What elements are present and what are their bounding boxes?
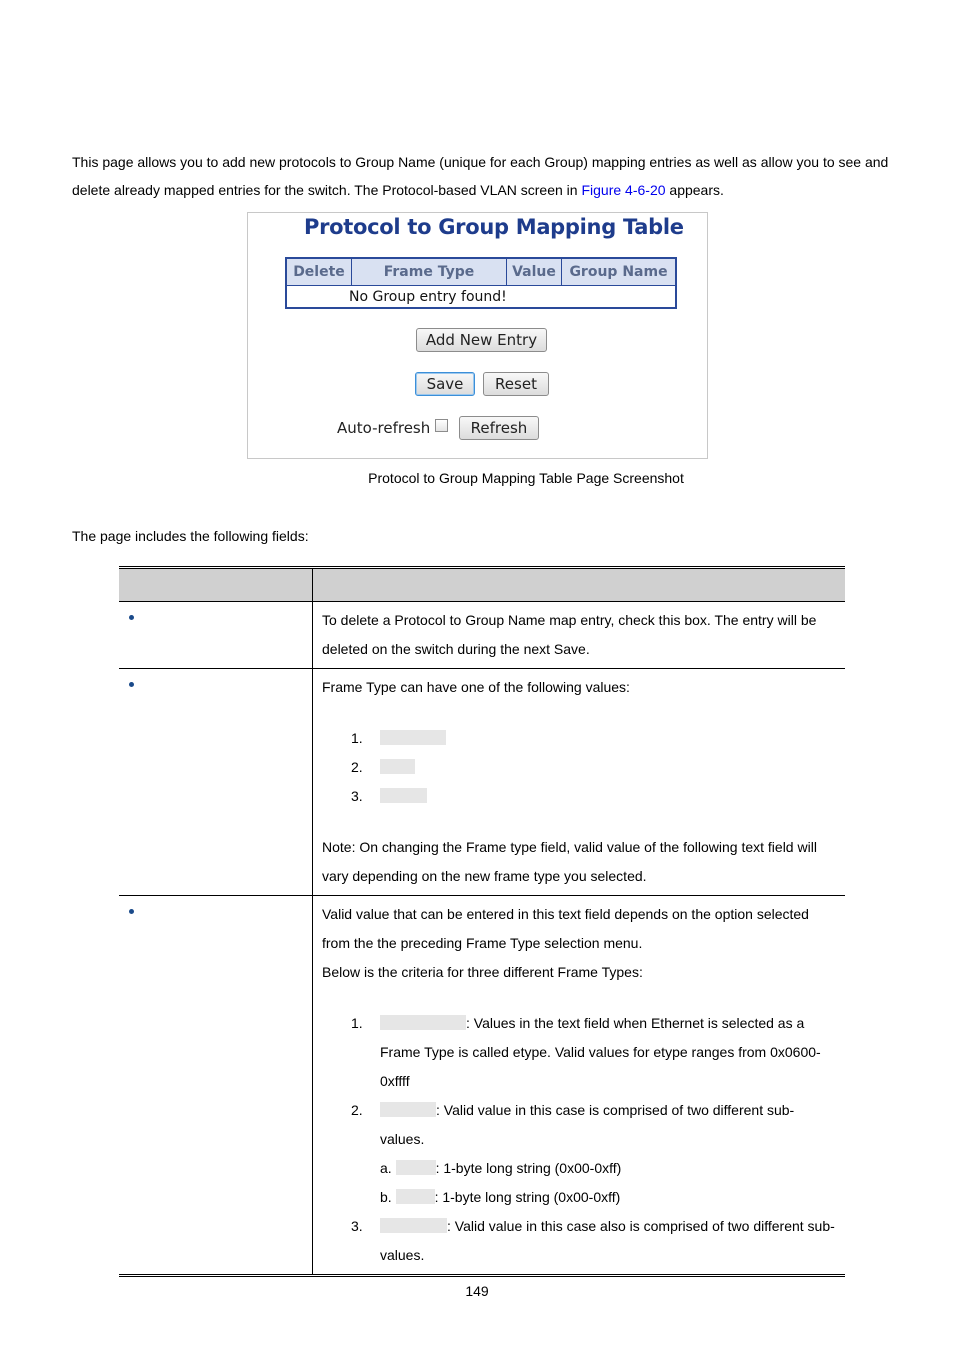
table-row bbox=[119, 602, 845, 669]
list-item: 2. : Valid value in this case is comprised of two different sub-values. a. : 1-byte long string (0x00-0xff) b. : 1-byte long string (0x00-0xff) bbox=[322, 1096, 837, 1212]
redacted-text bbox=[380, 1102, 436, 1117]
object-cell bbox=[119, 896, 313, 1276]
value-intro: Valid value that can be entered in this text field depends on the option selected from the the preceding Frame Type selection menu. bbox=[322, 906, 809, 951]
list-item: 2. bbox=[322, 753, 837, 782]
redacted-text bbox=[380, 788, 427, 803]
intro-text: This page allows you to add new protocols to Group Name (unique for each Group) mapping entries as well as allow you to see and delete already mapped entries for the switch. The Protocol-based VLAN screen in bbox=[72, 154, 889, 198]
col-delete: Delete bbox=[286, 258, 352, 286]
intro-paragraph bbox=[72, 148, 902, 204]
sub-item-b: b. : 1-byte long string (0x00-0xff) bbox=[380, 1189, 621, 1205]
frame-type-note: Note: On changing the Frame type field, valid value of the following text field will vary depending on the new frame type you selected. bbox=[322, 839, 817, 884]
col-frame-type: Frame Type bbox=[352, 258, 507, 286]
bullet-icon bbox=[129, 682, 134, 687]
mapping-table-title: Protocol to Group Mapping Table bbox=[304, 215, 684, 239]
frame-type-list bbox=[322, 724, 837, 811]
redacted-text bbox=[380, 1218, 447, 1233]
list-item: 3. bbox=[322, 782, 837, 811]
value-list bbox=[322, 1009, 837, 1270]
empty-message: No Group entry found! bbox=[286, 286, 676, 309]
table-row bbox=[286, 286, 676, 309]
frame-type-intro: Frame Type can have one of the following values: bbox=[322, 679, 630, 695]
fields-table bbox=[119, 566, 845, 1277]
figure-link[interactable]: Figure 4-6-20 bbox=[581, 182, 666, 198]
value-description bbox=[313, 896, 846, 1276]
header-object-cell bbox=[119, 568, 313, 602]
delete-description: To delete a Protocol to Group Name map entry, check this box. The entry will be deleted on the switch during the next Save. bbox=[313, 602, 846, 669]
mapping-table-header bbox=[286, 258, 676, 286]
redacted-text bbox=[380, 759, 415, 774]
page-number: 149 bbox=[465, 1283, 489, 1299]
redacted-text bbox=[380, 1015, 466, 1030]
reset-button[interactable]: Reset bbox=[483, 372, 549, 396]
auto-refresh-checkbox[interactable] bbox=[435, 419, 448, 432]
col-value: Value bbox=[507, 258, 562, 286]
object-cell bbox=[119, 602, 313, 669]
list-item: 1. bbox=[322, 724, 837, 753]
sub-item-a: a. : 1-byte long string (0x00-0xff) bbox=[380, 1160, 622, 1176]
fields-table-header bbox=[119, 568, 845, 602]
object-cell bbox=[119, 669, 313, 896]
fields-intro: The page includes the following fields: bbox=[72, 528, 309, 544]
redacted-text bbox=[396, 1160, 436, 1175]
table-row bbox=[119, 669, 845, 896]
list-item: 1. : Values in the text field when Ethernet is selected as a Frame Type is called etype. Valid values for etype ranges from 0x0600-0xffff bbox=[351, 1015, 821, 1089]
frame-type-description bbox=[313, 669, 846, 896]
header-description-cell bbox=[313, 568, 846, 602]
intro-text-end: appears. bbox=[665, 182, 724, 198]
screenshot-panel bbox=[247, 212, 708, 459]
auto-refresh-label: Auto-refresh bbox=[337, 419, 431, 437]
table-row bbox=[119, 896, 845, 1276]
bullet-icon bbox=[129, 615, 134, 620]
mapping-table bbox=[285, 257, 677, 309]
save-button[interactable]: Save bbox=[415, 372, 475, 396]
refresh-button[interactable]: Refresh bbox=[459, 416, 539, 440]
bullet-icon bbox=[129, 909, 134, 914]
value-criteria: Below is the criteria for three different Frame Types: bbox=[322, 964, 643, 980]
redacted-text bbox=[396, 1189, 435, 1204]
add-new-entry-button[interactable]: Add New Entry bbox=[416, 328, 547, 352]
redacted-text bbox=[380, 730, 446, 745]
col-group-name: Group Name bbox=[562, 258, 677, 286]
figure-caption: Protocol to Group Mapping Table Page Screenshot bbox=[368, 470, 684, 486]
list-item: 3. : Valid value in this case also is comprised of two different sub-values. bbox=[351, 1218, 835, 1263]
